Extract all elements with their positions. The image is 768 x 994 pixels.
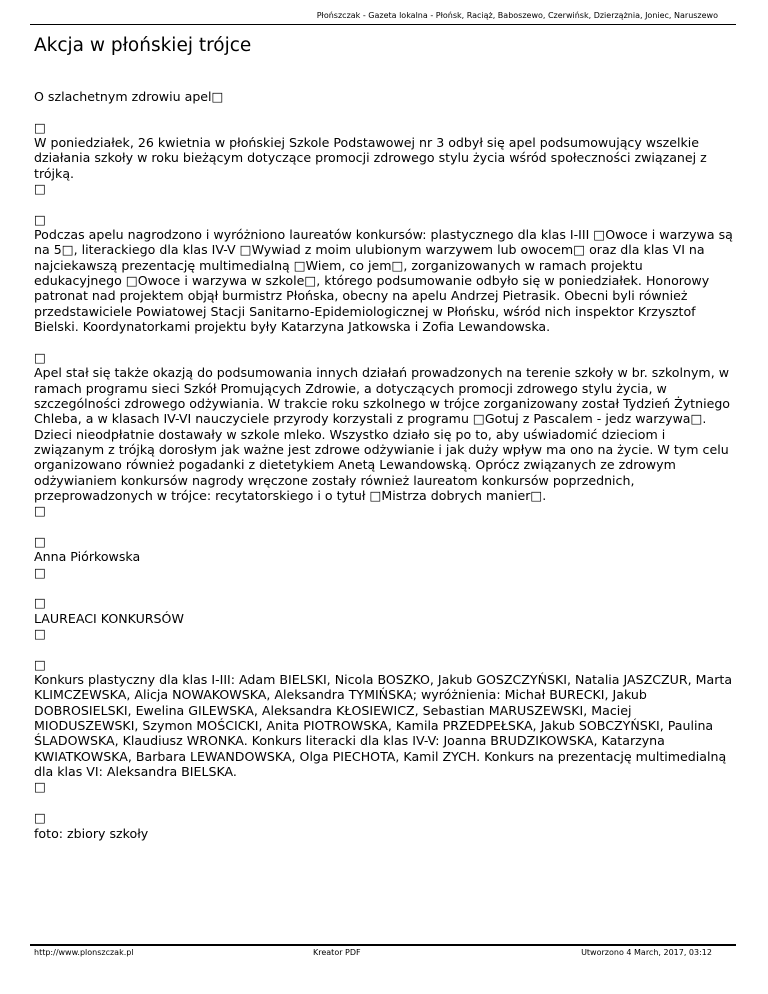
footer-created-date: Utworzono 4 March, 2017, 03:12 bbox=[581, 948, 712, 957]
article-title: Akcja w płońskiej trójce bbox=[34, 35, 252, 56]
header-divider bbox=[30, 24, 736, 25]
winners-list: □ Konkurs plastyczny dla klas I-III: Adam BIELSKI, Nicola BOSZKO, Jakub GOSZCZYŃSKI, Natalia JASZCZUR, Marta KLIMCZEWSKA, Alicja NOWAKOWSKA, Aleksandra TYMIŃSKA; wyróżnienia: Michał BURECKI, Jakub DOBROSIELSKI, Ewelina GILEWSKA, Aleksandra KŁOSIEWICZ, Sebastian MARUSZEWSKI, Maciej MIODUSZEWSKI, Szymon MOŚCICKI, Anita PIOTROWSKA, Kamila PRZEDPEŁSKA, Jakub SOBCZYŃSKI, Paulina ŚLADOWSKA, Klaudiusz WRONKA. Konkurs literacki dla klas IV-V: Joanna BRUDZIKOWSKA, Katarzyna KWIATKOWSKA, Barbara LEWANDOWSKA, Olga PIECHOTA, Kamil ZYCH. Konkurs na prezentację multimedialną dla klas VI: Aleksandra BIELSKA. □ bbox=[34, 656, 733, 795]
article-body bbox=[34, 89, 734, 856]
footer-url: http://www.plonszczak.pl bbox=[34, 948, 134, 957]
page-header: Płońszczak - Gazeta lokalna - Płońsk, Raciąż, Baboszewo, Czerwińsk, Dzierzążnia, Joniec, Naruszewo bbox=[316, 11, 718, 20]
article-paragraph: □ Podczas apelu nagrodzono i wyróżniono laureatów konkursów: plastycznego dla klas I-III □Owoce i warzywa są na 5□, literackiego dla klas IV-V □Wywiad z moim ulubionym warzywem lub owocem□ oraz dla klas VI na najciekawszą prezentację multimedialną □Wiem, co jem□, zorganizowanych w ramach projektu edukacyjnego □Owoce i warzywa w szkole□, którego podsumowanie odbyło się w poniedziałek. Honorowy patronat nad projektem objął burmistrz Płońska, obecny na apelu Andrzej Pietrasik. Obecni byli również przedstawiciele Powiatowej Stacji Sanitarno-Epidemiologicznej w Płońsku, wśród nich inspektor Krzysztof Bielski. Koordynatorkami projektu były Katarzyna Jatkowska i Zofia Lewandowska. bbox=[34, 211, 733, 335]
section-heading: □ LAUREACI KONKURSÓW □ bbox=[34, 595, 184, 642]
article-paragraph: O szlachetnym zdrowiu apel□ bbox=[34, 89, 224, 104]
article-paragraph: □ W poniedziałek, 26 kwietnia w płońskiej Szkole Podstawowej nr 3 odbył się apel podsumowujący wszelkie działania szkoły w roku bieżącym dotyczące promocji zdrowego stylu życia wśród społeczności związanej z trójką. □ bbox=[34, 119, 707, 197]
footer-divider bbox=[30, 944, 736, 946]
article-paragraph: □ Apel stał się także okazją do podsumowania innych działań prowadzonych na terenie szkoły w br. szkolnym, w ramach programu sieci Szkół Promujących Zdrowie, a dotyczących promocji zdrowego stylu życia, w szczególności zdrowego odżywiania. W trakcie roku szkolnego w trójce zorganizowany został Tydzień Żytniego Chleba, a w klasach IV-VI nauczyciele przyrody korzystali z programu □Gotuj z Pascalem - jedz warzywa□. Dzieci nieodpłatnie dostawały w szkole mleko. Wszystko działo się po to, aby uświadomić dzieciom i związanym z trójką dorosłym jak ważne jest zdrowe odżywianie i jak duży wpływ ma ono na życie. W tym celu organizowano również pogadanki z dietetykiem Anetą Lewandowską. Oprócz związanych ze zdrowym odżywianiem konkursów nagrody wręczone zostały również laureatom konkursów poprzednich, przeprowadzonych w trójce: recytatorskiego i o tytuł □Mistrza dobrych manier□. □ bbox=[34, 349, 731, 519]
photo-credit: □ foto: zbiory szkoły bbox=[34, 810, 149, 841]
author-line: □ Anna Piórkowska □ bbox=[34, 533, 141, 580]
footer-creator: Kreator PDF bbox=[313, 948, 361, 957]
